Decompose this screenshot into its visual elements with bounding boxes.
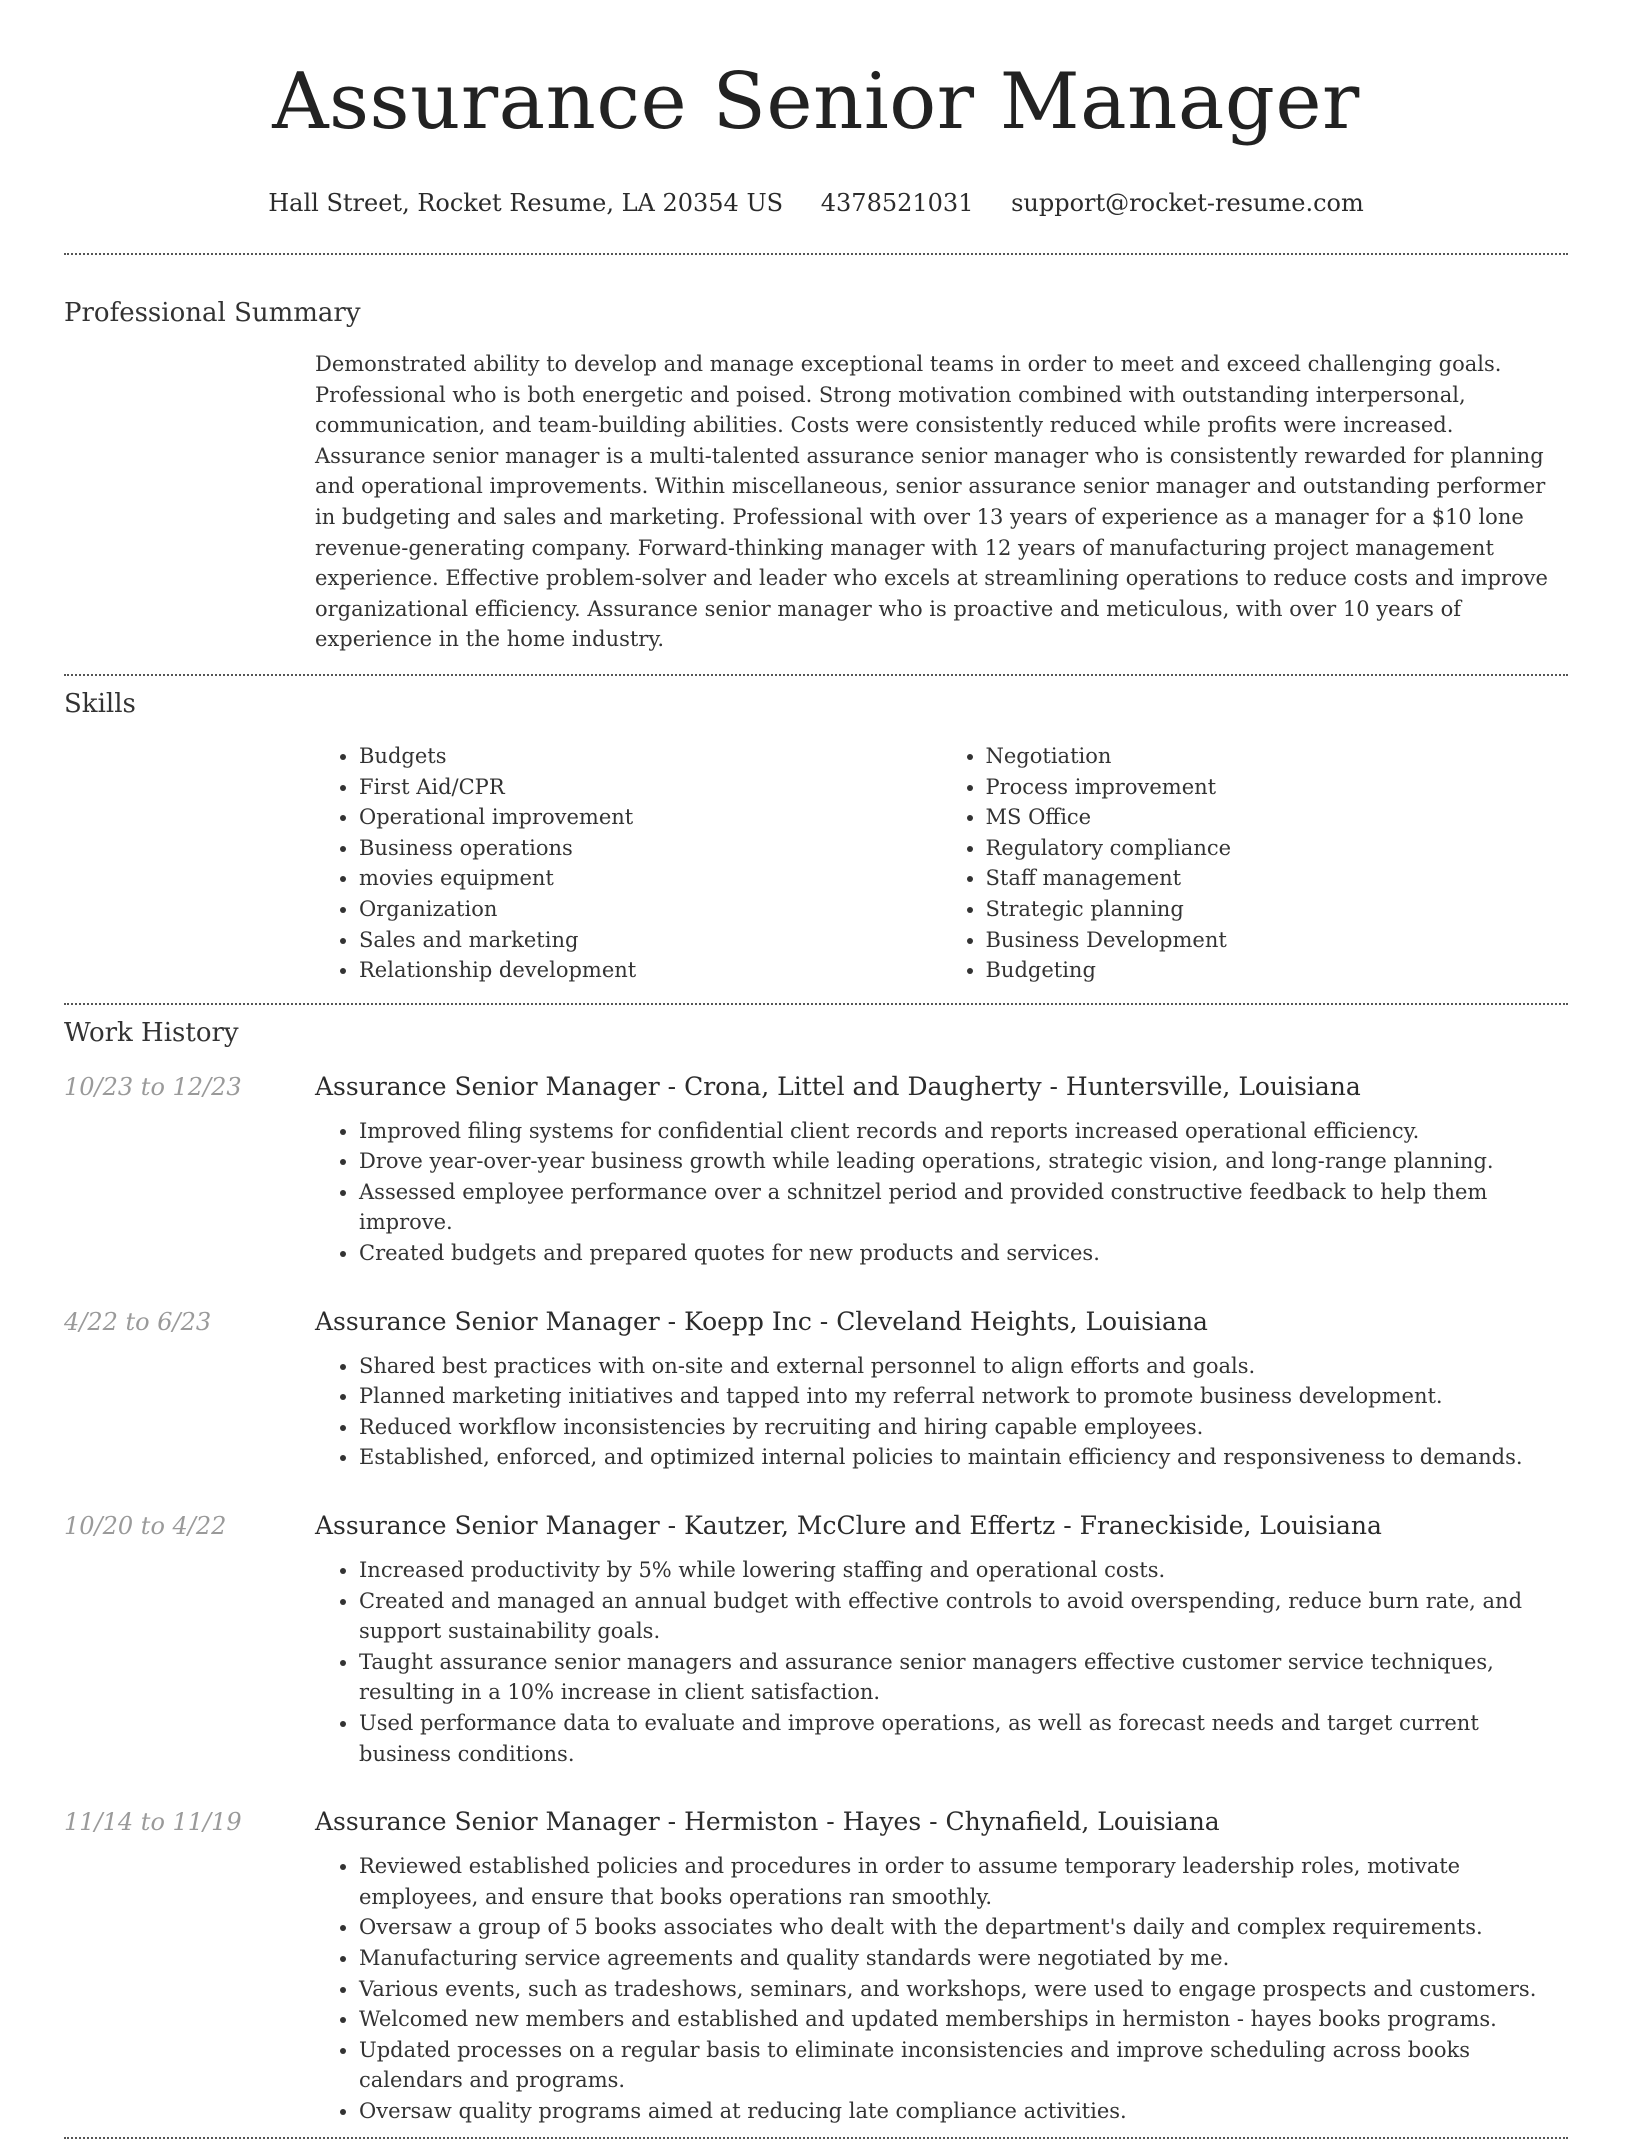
skill-item: • Negotiation xyxy=(986,741,1569,772)
skill-item: • Strategic planning xyxy=(986,894,1569,925)
job-dates: 4/22 to 6/23 xyxy=(64,1307,212,1336)
job-bullet: • Improved filing systems for confidential client records and reports increased operational efficiency. xyxy=(359,1116,1568,1147)
job-bullets xyxy=(315,1555,1568,1769)
job-bullets xyxy=(315,1116,1568,1269)
skill-item: • Staff management xyxy=(986,863,1569,894)
skill-item: • Relationship development xyxy=(359,955,942,986)
skill-item: • Process improvement xyxy=(986,772,1569,803)
resume-page xyxy=(64,0,1568,2139)
job-dates: 10/23 to 12/23 xyxy=(64,1072,242,1101)
job-bullet: • Used performance data to evaluate and improve operations, as well as forecast needs and target current business conditions. xyxy=(359,1708,1568,1769)
divider xyxy=(64,253,1568,255)
job-header xyxy=(64,1805,1568,1839)
job-title: Assurance Senior Manager - Hermiston - Hayes - Chynafield, Louisiana xyxy=(315,1807,1220,1837)
job-bullet: • Created and managed an annual budget with effective controls to avoid overspending, reduce burn rate, and support sustainability goals. xyxy=(359,1586,1568,1647)
work-heading: Work History xyxy=(64,1017,239,1048)
job-bullet: • Drove year-over-year business growth while leading operations, strategic vision, and long-range planning. xyxy=(359,1146,1568,1177)
job-bullets xyxy=(315,1351,1568,1473)
skills-heading: Skills xyxy=(64,688,136,719)
divider xyxy=(64,2137,1568,2139)
contact-email: support@rocket-resume.com xyxy=(1011,189,1364,217)
skills-column-left xyxy=(315,741,942,986)
job-bullets xyxy=(315,1851,1568,2126)
contact-address: Hall Street, Rocket Resume, LA 20354 US xyxy=(268,189,784,217)
job-bullet: • Updated processes on a regular basis to eliminate inconsistencies and improve scheduling across books calendars and programs. xyxy=(359,2035,1568,2096)
skill-item: • movies equipment xyxy=(359,863,942,894)
skill-item: • MS Office xyxy=(986,802,1569,833)
job-bullet: • Planned marketing initiatives and tapped into my referral network to promote business development. xyxy=(359,1381,1568,1412)
job-entry xyxy=(64,1305,1568,1473)
job-bullet: • Welcomed new members and established and updated memberships in hermiston - hayes books programs. xyxy=(359,2004,1568,2035)
skill-item: • Regulatory compliance xyxy=(986,833,1569,864)
divider xyxy=(64,674,1568,676)
skills-column-right xyxy=(942,741,1569,986)
contact-phone: 4378521031 xyxy=(820,189,974,217)
skills-list xyxy=(315,741,1568,986)
job-bullet: • Various events, such as tradeshows, seminars, and workshops, were used to engage prospects and customers. xyxy=(359,1974,1568,2005)
job-entry xyxy=(64,1070,1568,1269)
job-bullet: • Oversaw quality programs aimed at reducing late compliance activities. xyxy=(359,2096,1568,2127)
skill-item: • Organization xyxy=(359,894,942,925)
resume-name: Assurance Senior Manager xyxy=(272,57,1360,147)
job-header xyxy=(64,1070,1568,1104)
job-dates: 10/20 to 4/22 xyxy=(64,1512,227,1541)
job-dates: 11/14 to 11/19 xyxy=(64,1808,242,1837)
job-title: Assurance Senior Manager - Crona, Littel and Daugherty - Huntersville, Louisiana xyxy=(315,1071,1361,1101)
job-bullet: • Created budgets and prepared quotes for new products and services. xyxy=(359,1238,1568,1269)
job-bullet: • Manufacturing service agreements and quality standards were negotiated by me. xyxy=(359,1943,1568,1974)
job-bullet: • Taught assurance senior managers and assurance senior managers effective customer service techniques, resulting in a 10% increase in client satisfaction. xyxy=(359,1647,1568,1708)
job-title: Assurance Senior Manager - Kautzer, McClure and Effertz - Franeckiside, Louisiana xyxy=(315,1511,1382,1541)
contact-line xyxy=(64,188,1568,218)
job-title: Assurance Senior Manager - Koepp Inc - Cleveland Heights, Louisiana xyxy=(315,1306,1208,1336)
skill-item: • Business Development xyxy=(986,925,1569,956)
job-bullet: • Established, enforced, and optimized internal policies to maintain efficiency and responsiveness to demands. xyxy=(359,1442,1568,1473)
job-bullet: • Increased productivity by 5% while lowering staffing and operational costs. xyxy=(359,1555,1568,1586)
skill-item: • Budgets xyxy=(359,741,942,772)
job-bullet: • Reduced workflow inconsistencies by recruiting and hiring capable employees. xyxy=(359,1412,1568,1443)
job-header xyxy=(64,1305,1568,1339)
skill-item: • Budgeting xyxy=(986,955,1569,986)
job-bullet: • Assessed employee performance over a schnitzel period and provided constructive feedback to help them improve. xyxy=(359,1177,1568,1238)
job-bullet: • Reviewed established policies and procedures in order to assume temporary leadership roles, motivate employees, and ensure that books operations ran smoothly. xyxy=(359,1851,1568,1912)
job-entry xyxy=(64,1805,1568,2126)
skill-item: • Operational improvement xyxy=(359,802,942,833)
job-header xyxy=(64,1509,1568,1543)
job-bullet: • Shared best practices with on-site and external personnel to align efforts and goals. xyxy=(359,1351,1568,1382)
skill-item: • Business operations xyxy=(359,833,942,864)
divider xyxy=(64,1003,1568,1005)
summary-text: Demonstrated ability to develop and manage exceptional teams in order to meet and exceed challenging goals. Professional who is both energetic and poised. Strong motivation combined with outstanding interpersonal, communication, and team-building abilities. Costs were consistently reduced while profits were increased. Assurance senior manager is a multi-talented assurance senior manager who is consistently rewarded for planning and operational improvements. Within miscellaneous, senior assurance senior manager and outstanding performer in budgeting and sales and marketing. Professional with over 13 years of experience as a manager for a $10 lone revenue-generating company. Forward-thinking manager with 12 years of manufacturing project management experience. Effective problem-solver and leader who excels at streamlining operations to reduce costs and improve organizational efficiency. Assurance senior manager who is proactive and meticulous, with over 10 years of experience in the home industry. xyxy=(315,352,1548,652)
summary-heading: Professional Summary xyxy=(64,298,361,328)
job-bullet: • Oversaw a group of 5 books associates who dealt with the department's daily and complex requirements. xyxy=(359,1912,1568,1943)
skill-item: • First Aid/CPR xyxy=(359,772,942,803)
skill-item: • Sales and marketing xyxy=(359,925,942,956)
job-entry xyxy=(64,1509,1568,1769)
